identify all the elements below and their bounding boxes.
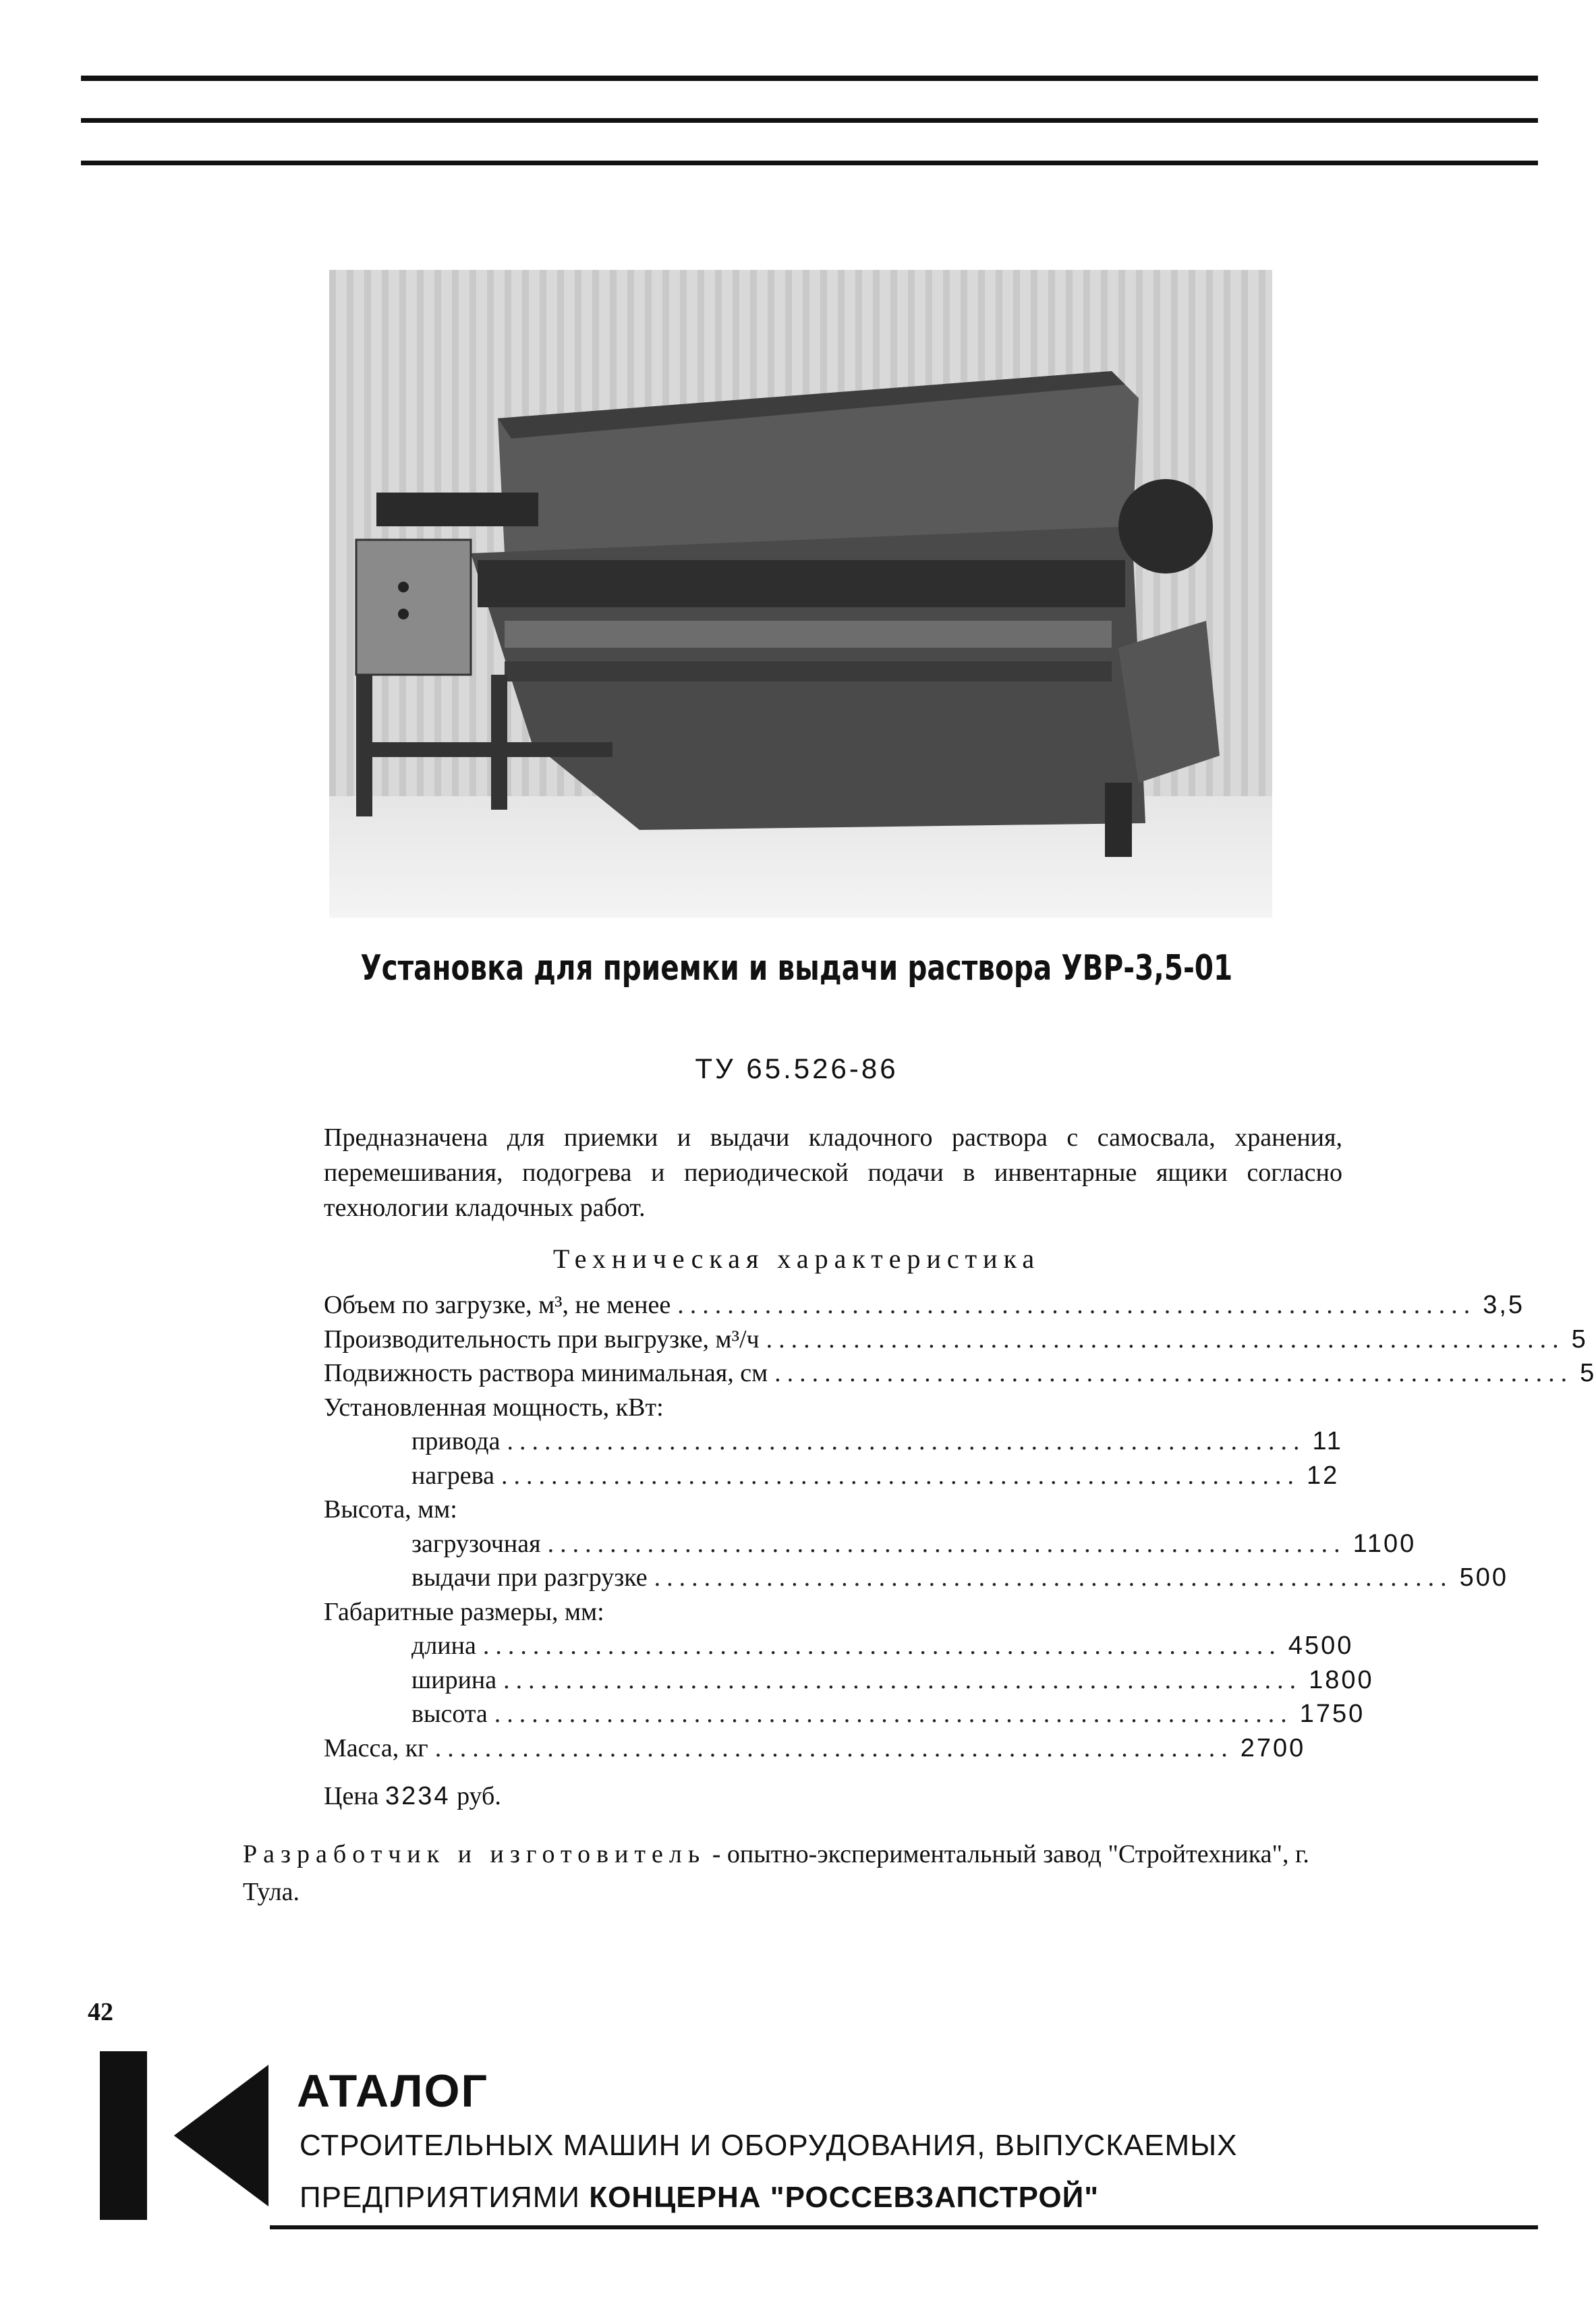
spec-table [324, 1290, 1596, 1767]
leader-dots: ................................................................ [654, 1563, 1453, 1592]
catalog-subtitle-1: СТРОИТЕЛЬНЫХ МАШИН И ОБОРУДОВАНИЯ, ВЫПУСКАЕМЫХ [300, 2129, 1238, 2162]
spec-row [324, 1665, 1374, 1700]
spec-label: высота [411, 1700, 488, 1728]
top-rule-1 [81, 76, 1538, 81]
spec-value: 3,5 [1483, 1291, 1525, 1319]
bottom-rule [270, 2225, 1538, 2229]
spec-group-row [324, 1393, 1241, 1427]
spec-value: 11 [1312, 1427, 1343, 1455]
leader-dots: ................................................................ [766, 1325, 1565, 1354]
price-label: Цена [324, 1782, 379, 1810]
spec-value: 5 [1571, 1325, 1588, 1354]
spec-label: длина [411, 1632, 476, 1660]
spec-value: 1750 [1299, 1700, 1365, 1728]
leader-dots: ................................................................ [501, 1461, 1300, 1490]
leader-dots: ................................................................ [547, 1529, 1346, 1558]
spec-label: ширина [411, 1665, 497, 1694]
spec-value: 2700 [1240, 1733, 1306, 1762]
spec-row [324, 1426, 1343, 1461]
spec-value: 1800 [1309, 1665, 1374, 1694]
catalog-subtitle-prefix: ПРЕДПРИЯТИЯМИ [300, 2181, 581, 2214]
spec-value: 5 [1580, 1359, 1596, 1387]
spec-value: 1100 [1352, 1529, 1417, 1558]
spec-label: нагрева [411, 1461, 494, 1490]
catalog-subtitle-2 [300, 2181, 1099, 2215]
developer-info [243, 1835, 1322, 1911]
spec-row [324, 1563, 1509, 1597]
spec-row [324, 1733, 1306, 1768]
spec-value: 12 [1306, 1461, 1340, 1490]
spec-row [324, 1290, 1525, 1325]
catalog-concern-name: КОНЦЕРНА "РОССЕВЗАПСТРОЙ" [589, 2181, 1100, 2214]
spec-label: выдачи при разгрузке [411, 1563, 648, 1592]
product-title: Установка для приемки и выдачи раствора УВР-3,5-01 [360, 948, 1233, 989]
description-text: Предназначена для приемки и выдачи кладочного раствора с самосвала, хранения, перемешивания, подогрева и периодической подачи в инвентарные ящики согласно технологии кладочных работ. [324, 1123, 1342, 1222]
spec-label: привода [411, 1427, 501, 1455]
machine-photo [329, 270, 1272, 918]
spec-group-label: Габаритные размеры, мм: [324, 1597, 604, 1626]
spec-row [324, 1461, 1340, 1495]
spec-label: загрузочная [411, 1529, 541, 1558]
leader-dots: ................................................................ [677, 1291, 1477, 1319]
leader-dots: ................................................................ [434, 1733, 1234, 1762]
leader-dots: ................................................................ [507, 1427, 1306, 1455]
leader-dots: ................................................................ [503, 1665, 1303, 1694]
developer-label: Разработчик и изготовитель [243, 1840, 706, 1868]
spec-label: Масса, кг [324, 1733, 428, 1762]
spec-group-row [324, 1495, 1241, 1529]
price-value: 3234 [385, 1782, 451, 1810]
top-rule-2 [81, 118, 1538, 123]
spec-group-label: Установленная мощность, кВт: [324, 1393, 664, 1422]
price [324, 1781, 501, 1811]
spec-row [324, 1631, 1354, 1665]
price-unit: руб. [457, 1782, 501, 1810]
spec-label: Производительность при выгрузке, м³/ч [324, 1325, 760, 1354]
spec-heading: Техническая характеристика [552, 1244, 1041, 1274]
technical-conditions: ТУ 65.526-86 [695, 1053, 899, 1084]
spec-row [324, 1358, 1596, 1393]
leader-dots: ................................................................ [774, 1359, 1574, 1387]
spec-value: 500 [1459, 1563, 1509, 1592]
spec-row [324, 1699, 1365, 1733]
page-number: 42 [88, 1998, 113, 2026]
spec-label: Объем по загрузке, м³, не менее [324, 1291, 671, 1319]
spec-row [324, 1325, 1588, 1359]
description [324, 1120, 1342, 1225]
spec-group-row [324, 1597, 1241, 1632]
catalog-title: АТАЛОГ [297, 2065, 489, 2117]
top-rule-3 [81, 161, 1538, 165]
leader-dots: ................................................................ [482, 1632, 1282, 1660]
spec-row [324, 1529, 1417, 1563]
spec-label: Подвижность раствора минимальная, см [324, 1359, 768, 1387]
spec-value: 4500 [1288, 1632, 1354, 1660]
developer-text: - опытно-экспериментальный завод "Стройтехника", г. Тула. [243, 1840, 1309, 1906]
spec-group-label: Высота, мм: [324, 1495, 457, 1524]
catalog-k-logo [100, 2051, 268, 2220]
leader-dots: ................................................................ [494, 1700, 1293, 1728]
